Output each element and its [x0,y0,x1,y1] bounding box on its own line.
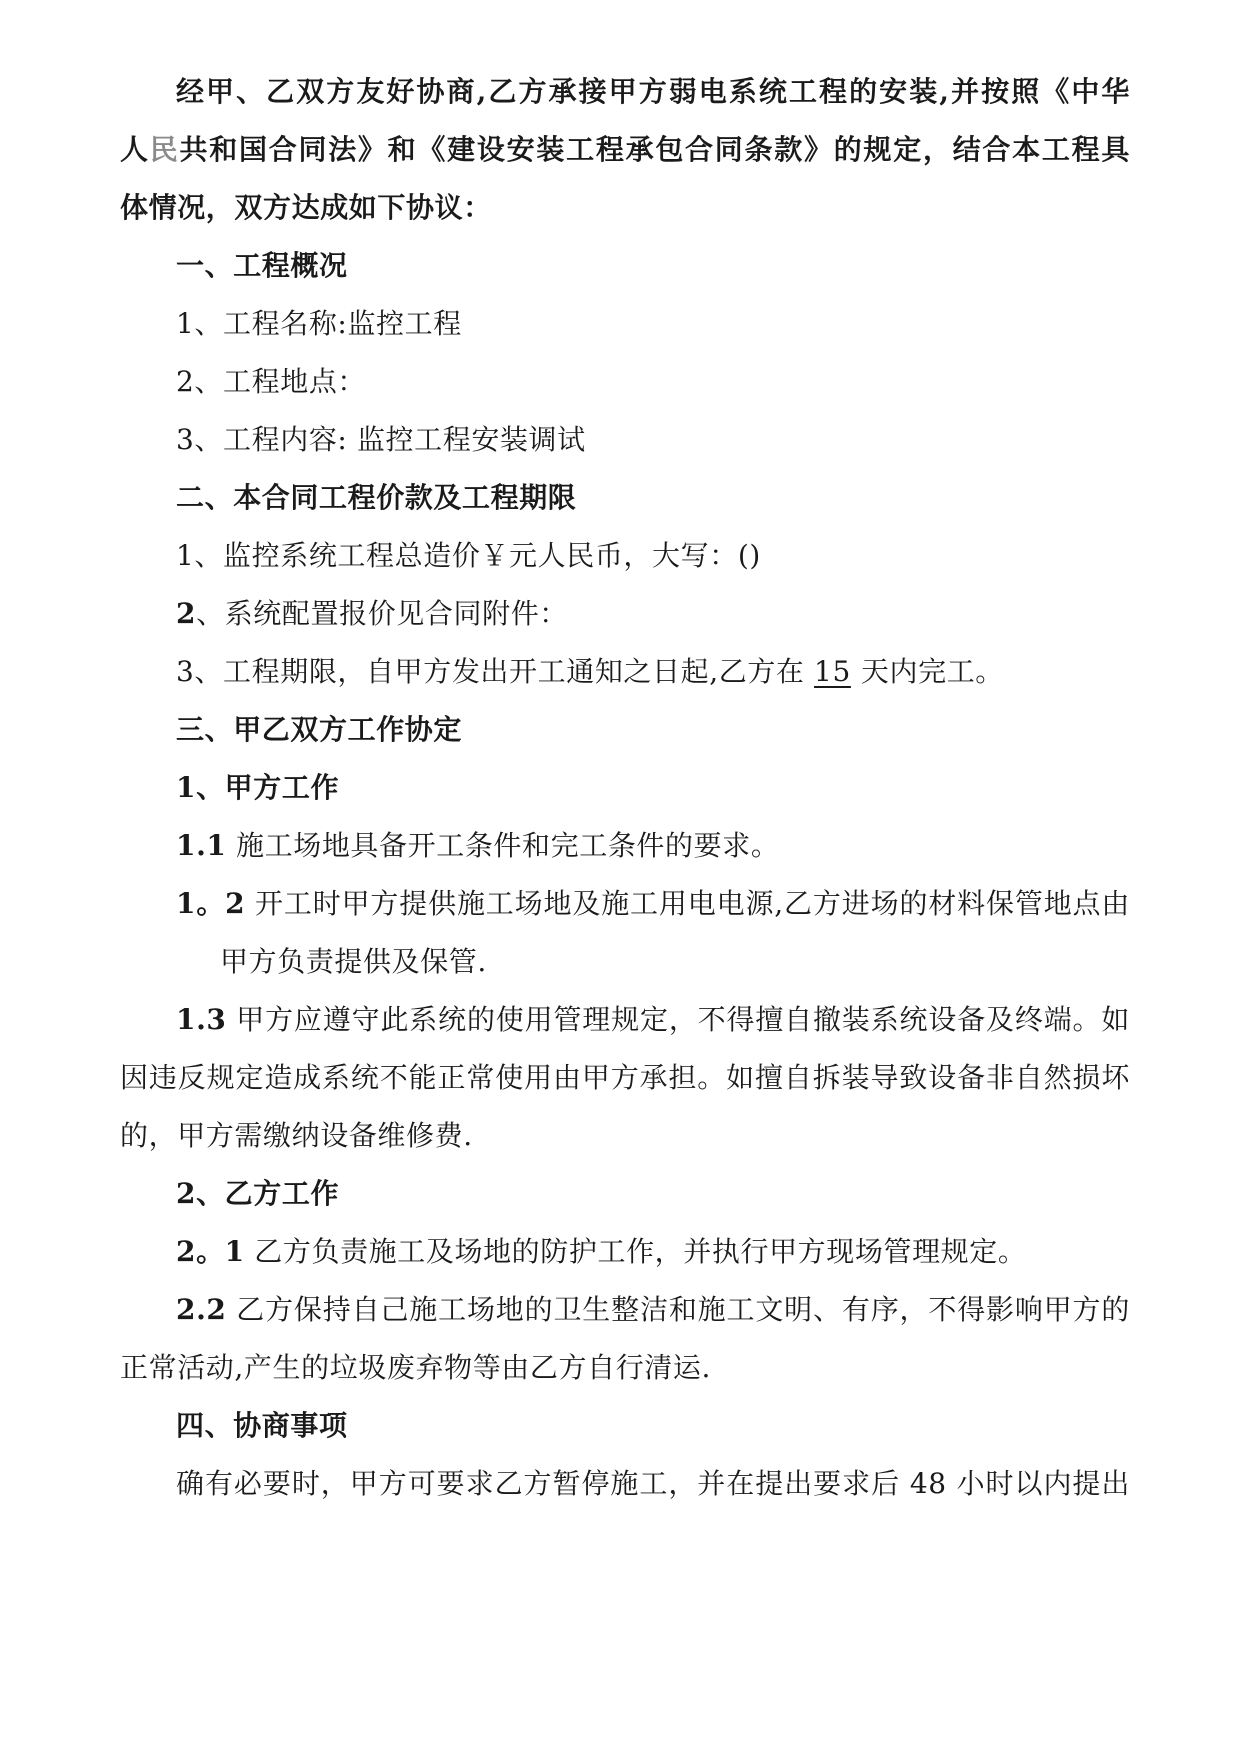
duration-text-end: 天内完工。 [860,655,1004,688]
clause-1-3-number: 1.3 [176,1003,227,1036]
clause-2-1-number: 2。1 [176,1235,245,1268]
duration-text-start: 3、工程期限，自甲方发出开工通知之日起,乙方在 [176,655,805,688]
duration-days: 15 [814,655,851,688]
intro-line-2-rest: 共和国合同法》和《建设安装工程承包合同条款》的规定，结合本工程具 [179,133,1130,166]
clause-2-2-number: 2.2 [176,1293,227,1326]
quote-attachment-number: 2 [176,597,197,630]
intro-line-2 [120,130,1130,170]
section-2-heading: 二、本合同工程价款及工程期限 [176,481,577,514]
clause-1-3-line-2: 因违反规定造成系统不能正常使用由甲方承担。如擅自拆装导致设备非自然损坏 [120,1061,1130,1094]
clause-1-2-number: 1。2 [176,887,246,920]
negotiation-line-1: 确有必要时，甲方可要求乙方暂停施工，并在提出要求后 48 小时以内提出 [176,1467,1130,1500]
section-4-heading: 四、协商事项 [176,1409,348,1442]
clause-1-3-line-1 [176,1000,1130,1040]
intro-line-1: 经甲、乙双方友好协商,乙方承接甲方弱电系统工程的安装,并按照《中华 [176,75,1130,108]
project-duration [176,652,1130,692]
clause-2-2-text: 乙方保持自己施工场地的卫生整洁和施工文明、有序，不得影响甲方的 [226,1293,1130,1326]
party-b-heading: 2、乙方工作 [176,1177,340,1210]
project-location: 2、工程地点： [176,365,367,398]
intro-line-3: 体情况，双方达成如下协议： [120,191,492,224]
intro-line-2-start: 人 [120,133,150,166]
clause-2-2-line-1 [176,1290,1130,1330]
clause-1-2-line-1 [176,884,1130,924]
quote-attachment-text: 、系统配置报价见合同附件： [196,597,568,630]
clause-1-2-line-2: 甲方负责提供及保管. [220,945,487,978]
project-name: 1、工程名称:监控工程 [176,307,462,340]
quote-attachment [176,594,1130,634]
project-content: 3、工程内容: 监控工程安装调试 [176,423,586,456]
clause-1-2-text: 开工时甲方提供施工场地及施工用电电源,乙方进场的材料保管地点由 [245,887,1130,920]
clause-2-1-text: 乙方负责施工及场地的防护工作，并执行甲方现场管理规定。 [244,1235,1027,1268]
clause-2-2-line-2: 正常活动,产生的垃圾废弃物等由乙方自行清运. [120,1351,712,1384]
clause-1-1 [176,826,1130,866]
clause-1-1-text: 施工场地具备开工条件和完工条件的要求。 [226,829,780,862]
section-1-heading: 一、工程概况 [176,249,348,282]
party-a-heading: 1、甲方工作 [176,771,340,804]
intro-highlighted-char: 民 [149,133,180,166]
section-3-heading: 三、甲乙双方工作协定 [176,713,463,746]
clause-1-3-text: 甲方应遵守此系统的使用管理规定，不得擅自撤装系统设备及终端。如 [226,1003,1130,1036]
total-price: 1、监控系统工程总造价￥元人民币，大写：() [176,539,761,572]
clause-1-1-number: 1.1 [176,829,227,862]
clause-1-3-line-3: 的，甲方需缴纳设备维修费. [120,1119,473,1152]
clause-2-1 [176,1232,1130,1272]
